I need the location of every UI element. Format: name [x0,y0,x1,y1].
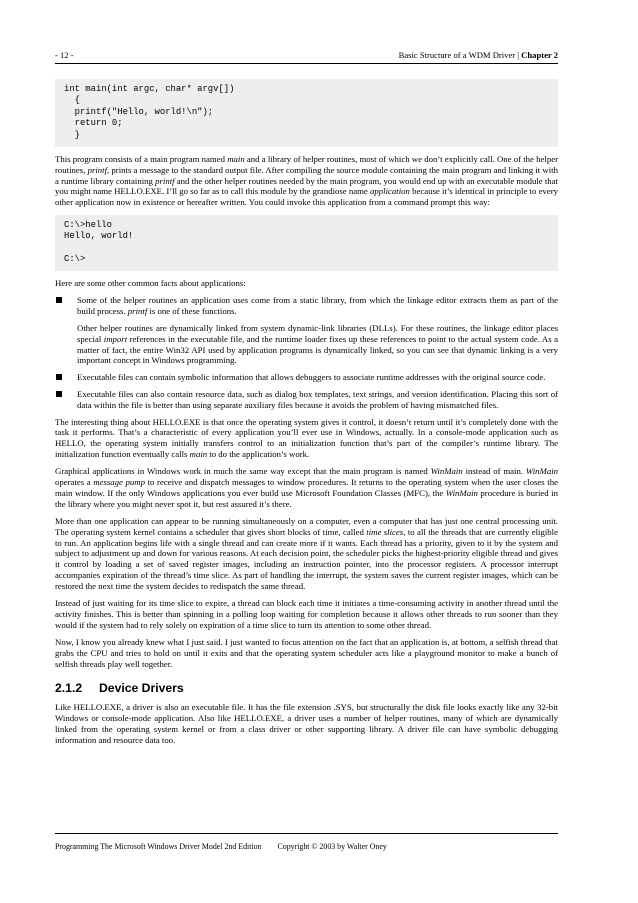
page-footer [55,833,558,852]
paragraph: This program consists of a main program named main and a library of helper routines, most of which we don’t explicitly call. One of the helper routines, printf, prints a message to the standard output file. After compiling the source module containing the main program and linking it with a runtime library containing printf and the other helper routines needed by the main program, you would end up with an executable module that you might name HELLO.EXE. I’ll go so far as to call this module by the grandiose name application because it’s identical in principle to every other application now in existence or hereafter written. You could invoke this application from a command prompt this way: [55,154,559,208]
running-header [55,50,558,64]
bullet-square-icon [56,297,62,303]
footer-book-title: Programming The Microsoft Windows Driver Model 2nd Edition [55,842,262,851]
italic-term: printf [155,175,175,186]
paragraph: Graphical applications in Windows work in much the same way except that the main program is named WinMain instead of main. WinMain operates a message pump to receive and dispatch messages to window procedures. It returns to the operating system when the user closes the main window. If the only Windows applications you ever build use Microsoft Foundation Classes (MFC), the WinMain procedure is buried in the library where you might never spot it, but rest assured it’s there. [55,466,559,509]
bullet-item [55,372,558,383]
italic-term: WinMain [445,487,478,498]
paragraph: The interesting thing about HELLO.EXE is that once the operating system gives it control, it doesn’t return until it’s completely done with the task it performs. That’s a characteristic of every application you’ll ever use in Windows, actually. In a console-mode application such as HELLO, the operating system initially transfers control to an initialization function that’s part of the compiler’s runtime library. The initialization function eventually calls main to do the application’s work. [55,416,558,459]
bullet-square-icon [56,391,62,397]
bullet-item [55,295,558,366]
italic-term: message pump [93,477,145,488]
bullet-item [55,389,558,411]
italic-term: WinMain [525,466,559,477]
italic-term: application [370,186,410,197]
italic-term: main [189,449,208,459]
chapter-label: Chapter 2 [521,50,558,60]
paragraph: Instead of just waiting for its time slice to expire, a thread can block each time it initiates a time-consuming activity in another thread until the activity finishes. This is better than spinning in a polling loop waiting for completion because it allows other threads to run sooner than they would if the system had to rely solely on expiration of a time slice to turn its attention to some other thread. [55,598,558,630]
footer-copyright: Copyright © 2003 by Walter Oney [277,842,387,851]
section-number: 2.1.2 [55,681,83,696]
italic-term: printf [87,164,108,175]
italic-term: WinMain [430,466,463,477]
bullet-square-icon [56,374,62,380]
italic-term: time slices [366,526,404,537]
section-heading [55,681,558,695]
section-title: Device Drivers [99,681,184,696]
italic-term: main [227,154,245,165]
page-number: - 12 - [55,50,74,60]
bullet-paragraph: Some of the helper routines an application uses come from a static library, from which the linkage editor extracts them as part of the build process. printf is one of these functions. [77,295,558,317]
paragraph: Here are some other common facts about applications: [55,278,246,289]
paragraph: Now, I know you already knew what I just said. I just wanted to focus attention on the fact that an application is, at bottom, a selfish thread that grabs the CPU and tries to hold on until it exits and that the operating system scheduler acts like a playground monitor to make a bunch of selfish threads play well together. [55,636,558,669]
bullet-paragraph: Executable files can also contain resource data, such as dialog box templates, text strings, and version identification. Placing this sort of data within the file is better than using separate auxiliary files because it avoids the problem of having mismatched files. [77,389,558,410]
bullet-paragraph: Other helper routines are dynamically linked from system dynamic-link libraries (DLLs). For these routines, the linkage editor places special import references in the executable file, and the runtime loader fixes up these references to point to the actual system code. As a matter of fact, the entire Win32 API used by application programs is dynamically linked, so you can see that dynamic linking is a very important concept in Windows programming. [77,323,558,366]
running-title [399,50,558,61]
italic-term: import [103,333,128,344]
paragraph: More than one application can appear to be running simultaneously on a computer, even a computer that has just one central processing unit. The operating system kernel contains a scheduler that gives short blocks of time, called time slices, to all the threads that are currently eligible to run. An application begins life with a single thread and can create more if it wants. Each thread has a priority, given to it by the system and subject to adjustment up and down for various reasons. At each decision point, the scheduler picks the highest-priority eligible thread and gives it control by loading a set of saved register images, including an instruction pointer, into the processor registers. A processor interrupt accompanies expiration of the thread’s time slice. As part of handling the interrupt, the system saves the current register images, which can be restored the next time the system decides to redispatch the same thread. [55,515,558,591]
running-title-text: Basic Structure of a WDM Driver | [398,50,522,60]
bullet-paragraph: Executable files can contain symbolic information that allows debuggers to associate runtime addresses with the original source code. [77,372,546,383]
code-block-command: C:\>hello Hello, world! C:\> [55,215,558,272]
paragraph: Like HELLO.EXE, a driver is also an executable file. It has the file extension .SYS, but structurally the disk file looks exactly like any 32-bit Windows or console-mode application. Also like HELLO.EXE, a driver uses a number of helper routines, many of which are dynamically linked from the operating system kernel or from a class driver or other supporting library. A driver file can have symbolic debugging information and resource data too. [55,702,558,745]
bullet-list [55,295,558,410]
page-body [55,79,558,752]
code-block-main: int main(int argc, char* argv[]) { printf("Hello, world!\n"); return 0; } [55,79,558,147]
italic-term: printf [127,306,148,317]
